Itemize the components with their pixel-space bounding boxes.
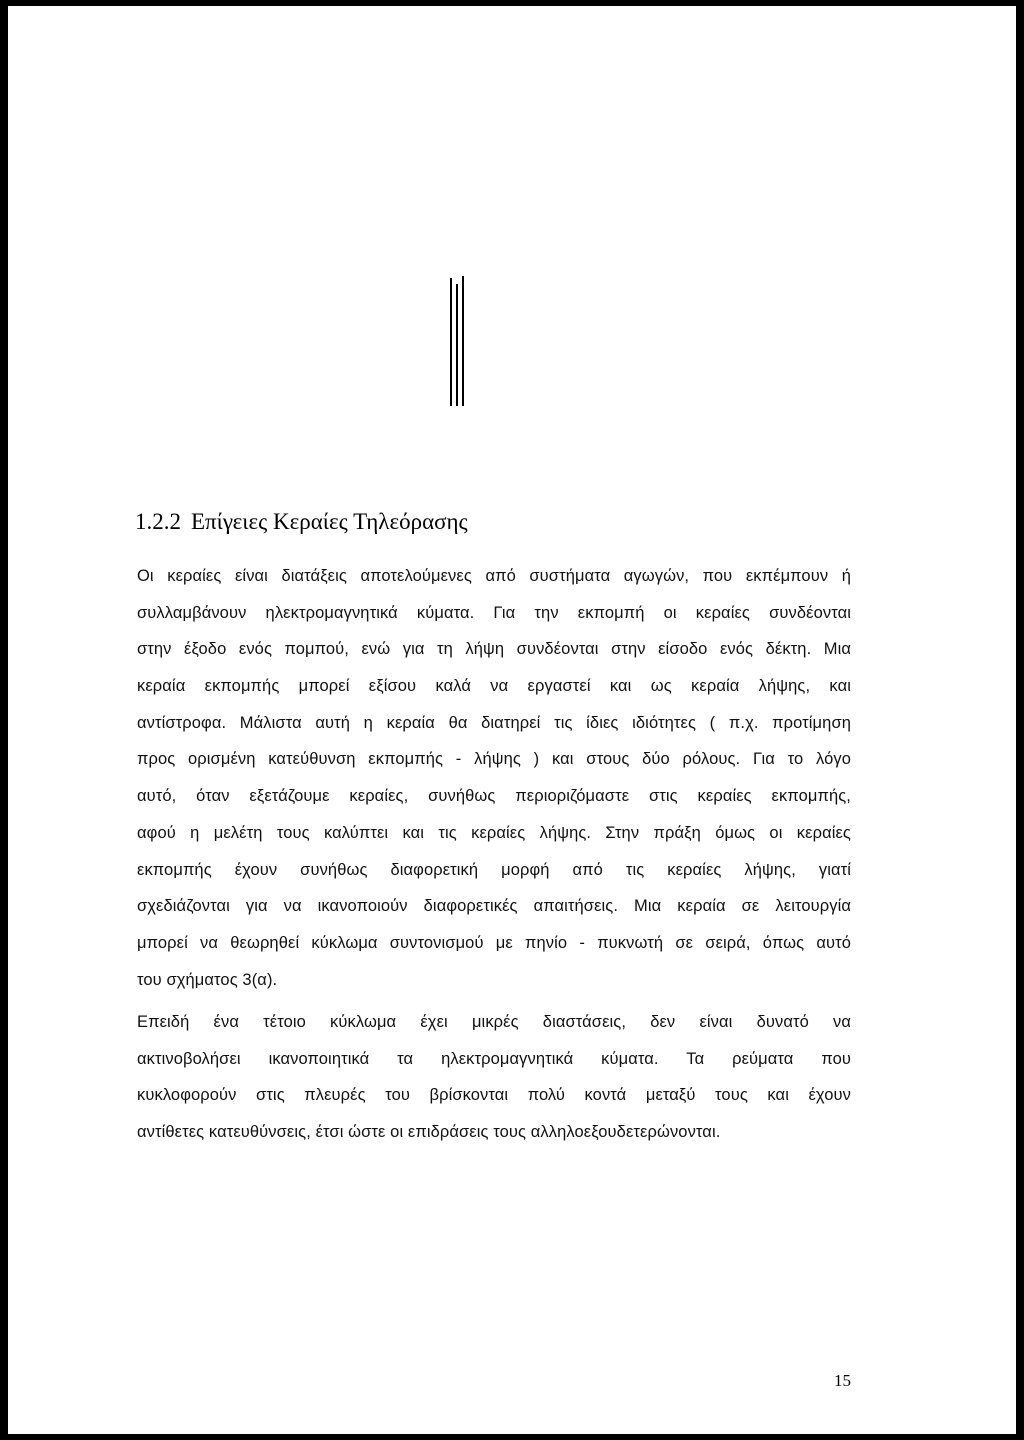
text-line: κυκλοφορούν στις πλευρές του βρίσκονται πολύ κοντά μεταξύ τους και έχουν [137, 1086, 851, 1105]
page-number: 15 [834, 1371, 851, 1390]
text-line: προς ορισμένη κατεύθυνση εκπομπής - λήψης ) και στους δύο ρόλους. Για το λόγο [137, 750, 851, 769]
text-line: στην έξοδο ενός πομπού, ενώ για τη λήψη συνδέονται στην είσοδο ενός δέκτη. Μια [137, 640, 851, 659]
text-line: αντίστροφα. Μάλιστα αυτή η κεραία θα διατηρεί τις ίδιες ιδιότητες ( π.χ. προτίμηση [137, 713, 851, 732]
scan-artifact-line [450, 278, 452, 406]
text-line: Οι κεραίες είναι διατάξεις αποτελούμενες από συστήματα αγωγών, που εκπέμπουν ή [137, 567, 851, 585]
section-heading [135, 509, 468, 535]
text-line: του σχήματος 3(α). [137, 970, 278, 989]
document-page [8, 6, 1016, 1434]
text-line: συλλαμβάνουν ηλεκτρομαγνητικά κύματα. Για την εκπομπή οι κεραίες συνδέονται [137, 603, 851, 622]
section-title: Επίγειες Κεραίες Τηλεόρασης [191, 509, 468, 534]
text-line: ακτινοβολήσει ικανοποιητικά τα ηλεκτρομαγνητικά κύματα. Τα ρεύματα που [137, 1049, 851, 1068]
scan-artifact-line [456, 284, 458, 406]
section-number: 1.2.2 [135, 509, 181, 534]
text-line: Επειδή ένα τέτοιο κύκλωμα έχει μικρές διαστάσεις, δεν είναι δυνατό να [137, 1013, 851, 1031]
paragraph-1 [137, 558, 851, 998]
text-line: εκπομπής έχουν συνήθως διαφορετική μορφή από τις κεραίες λήψης, γιατί [137, 860, 851, 879]
scan-artifact-line [462, 276, 464, 406]
text-line: μπορεί να θεωρηθεί κύκλωμα συντονισμού με πηνίο - πυκνωτή σε σειρά, όπως αυτό [137, 933, 851, 952]
text-line: σχεδιάζονται για να ικανοποιούν διαφορετικές απαιτήσεις. Μια κεραία σε λειτουργία [137, 897, 851, 916]
text-line: κεραία εκπομπής μπορεί εξίσου καλά να εργαστεί και ως κεραία λήψης, και [137, 677, 851, 696]
text-line: αφού η μελέτη τους καλύπτει και τις κεραίες λήψης. Στην πράξη όμως οι κεραίες [137, 823, 851, 842]
paragraph-2 [137, 1004, 851, 1151]
text-line: αυτό, όταν εξετάζουμε κεραίες, συνήθως περιοριζόμαστε στις κεραίες εκπομπής, [137, 787, 851, 806]
text-line: αντίθετες κατευθύνσεις, έτσι ώστε οι επιδράσεις τους αλληλοεξουδετερώνονται. [137, 1123, 721, 1142]
